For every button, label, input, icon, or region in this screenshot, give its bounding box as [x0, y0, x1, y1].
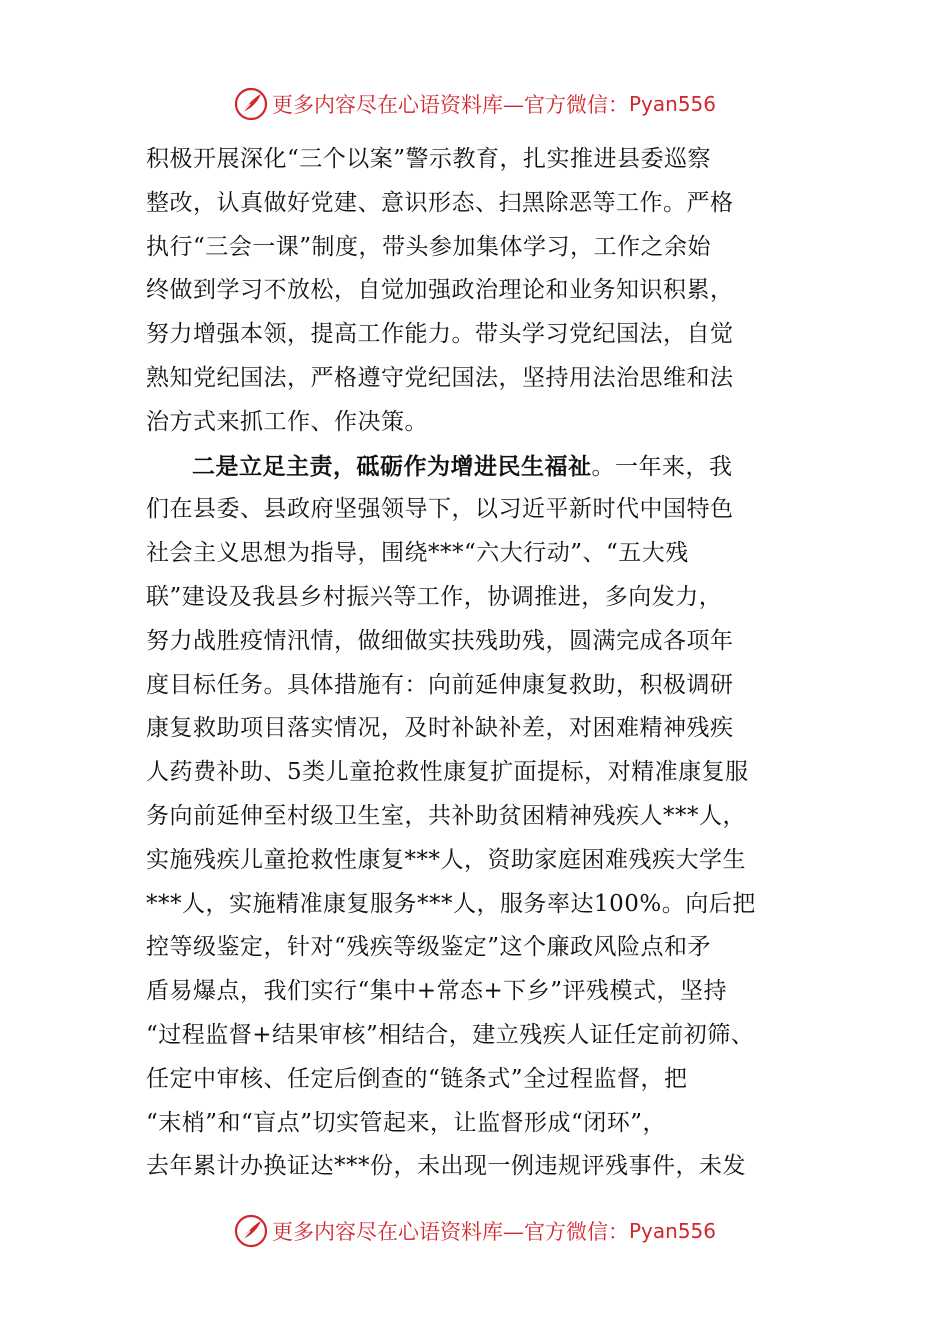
text-line: 去年累计办换证达***份，未出现一例违规评残事件，未发 [146, 1153, 746, 1180]
text-line: “过程监督+结果审核”相结合，建立残疾人证任定前初筛、 [146, 1021, 755, 1048]
header-watermark-text: 更多内容尽在心语资料库—官方微信： [271, 93, 629, 117]
document-body [146, 138, 826, 1189]
footer-watermark [0, 1211, 950, 1251]
text-line: 执行“三会一课”制度，带头参加集体学习，工作之余始 [146, 233, 712, 260]
text-line: 整改，认真做好党建、意识形态、扫黑除恶等工作。严格 [146, 189, 734, 216]
text-line: 联”建设及我县乡村振兴等工作，协调推进，多向发力， [146, 583, 723, 610]
text-line: 努力战胜疫情汛情，做细做实扶残助残，圆满完成各项年 [146, 627, 734, 654]
text-line: 人药费补助、5类儿童抢救性康复扩面提标，对精准康复服 [146, 759, 749, 786]
paragraph-2-first-rest: 。一年来，我 [591, 453, 733, 480]
text-line: 康复救助项目落实情况，及时补缺补差，对困难精神残疾 [146, 715, 734, 742]
text-line: 积极开展深化“三个以案”警示教育，扎实推进县委巡察 [146, 146, 712, 172]
text-line: 实施残疾儿童抢救性康复***人，资助家庭困难残疾大学生 [146, 846, 746, 873]
text-line: 们在县委、县政府坚强领导下，以习近平新时代中国特色 [146, 496, 734, 523]
text-line: 盾易爆点，我们实行“集中+常态+下乡”评残模式，坚持 [146, 978, 728, 1005]
text-line: 社会主义思想为指导，围绕***“六大行动”、“五大残 [146, 540, 689, 567]
text-line: 任定中审核、任定后倒查的“链条式”全过程监督，把 [146, 1065, 688, 1092]
text-line: 度目标任务。具体措施有：向前延伸康复救助，积极调研 [146, 671, 734, 698]
text-line: 终做到学习不放松，自觉加强政治理论和业务知识积累， [146, 277, 734, 304]
footer-watermark-handle: Pyan556 [628, 1219, 716, 1243]
text-line: ***人，实施精准康复服务***人，服务率达100%。向后把 [146, 890, 756, 917]
text-line: 控等级鉴定，针对“残疾等级鉴定”这个廉政风险点和矛 [146, 934, 712, 961]
paragraph-2-heading: 二是立足主责，砥砺作为增进民生福祉 [192, 452, 592, 480]
text-line: 熟知党纪国法，严格遵守党纪国法，坚持用法治思维和法 [146, 364, 734, 391]
text-line: 务向前延伸至村级卫生室，共补助贫困精神残疾人***人， [146, 802, 746, 829]
text-line: 治方式来抓工作、作决策。 [146, 408, 428, 435]
header-watermark-handle: Pyan556 [628, 92, 716, 116]
paragraph-2-first-line [146, 445, 826, 489]
text-line: 努力增强本领，提高工作能力。带头学习党纪国法，自觉 [146, 321, 734, 348]
header-watermark [0, 84, 950, 124]
quill-logo-icon [234, 1214, 268, 1248]
quill-logo-icon [234, 87, 268, 121]
footer-watermark-text: 更多内容尽在心语资料库—官方微信： [271, 1220, 629, 1244]
text-line: “末梢”和“盲点”切实管起来，让监督形成“闭环”， [146, 1109, 667, 1136]
